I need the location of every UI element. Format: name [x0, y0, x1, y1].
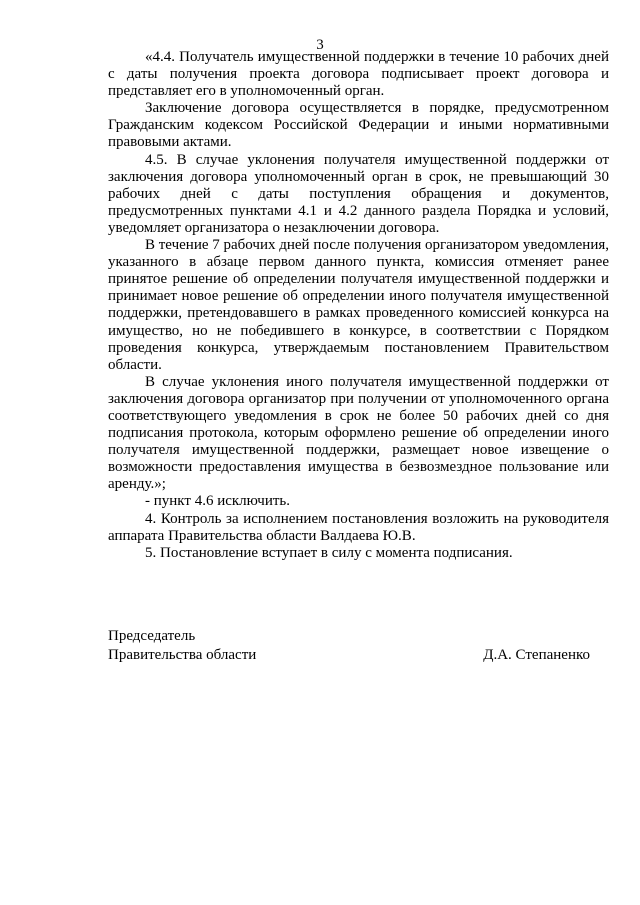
paragraph-7-days: В течение 7 рабочих дней после получения организатором уведомления, указанного в абзаце первом данного пункта, комиссия отменяет ранее принятое решение об определении получателя имущественной поддержки и принимает новое решение об определении иного получателя имущественной поддержки, претендовавшего в рамках проведенного комиссией конкурса на имущество, но не победившего в конкурсе, в соответствии с Порядком проведения конкурса, утверждаемым постановлением Правительством области. — [108, 237, 610, 373]
paragraph-4-5: 4.5. В случае уклонения получателя имущественной поддержки от заключения договора уполномоченный орган в срок, не превышающий 30 рабочих дней с даты поступления обращения и документов, предусмотренных пунктами 4.1 и 4.2 данного раздела Порядка и условий, уведомляет организатора о незаключении договора. — [108, 151, 609, 236]
document-body — [108, 49, 609, 562]
page-number: 3 — [316, 37, 324, 53]
paragraph-control: 4. Контроль за исполнением постановления возложить на руководителя аппарата Правительства области Валдаева Ю.В. — [108, 510, 609, 544]
paragraph-other-recipient: В случае уклонения иного получателя имущественной поддержки от заключения договора организатор при получении от уполномоченного органа соответствующего уведомления в срок не более 50 рабочих дней со дня подписания протокола, которым оформлено решение об определении иного получателя имущественной поддержки, размещает новое извещение о возможности предоставления имущества в безвозмездное пользование или аренду.»; — [108, 373, 609, 493]
paragraph-contract-conclusion: Заключение договора осуществляется в порядке, предусмотренном Гражданским кодексом Российской Федерации и иными нормативными правовыми актами. — [108, 100, 609, 151]
signatory-title-line1: Председатель — [108, 628, 196, 644]
paragraph-effective: 5. Постановление вступает в силу с момента подписания. — [145, 544, 513, 561]
signatory-title-line2: Правительства области — [108, 647, 257, 663]
paragraph-item-4-6: - пункт 4.6 исключить. — [145, 493, 291, 510]
paragraph-4-4: «4.4. Получатель имущественной поддержки в течение 10 рабочих дней с даты получения проекта договора подписывает проект договора и представляет его в уполномоченный орган. — [108, 49, 609, 100]
signature-row — [108, 646, 590, 665]
signatory-name: Д.А. Степаненко — [483, 647, 590, 663]
signature-block — [108, 627, 590, 665]
